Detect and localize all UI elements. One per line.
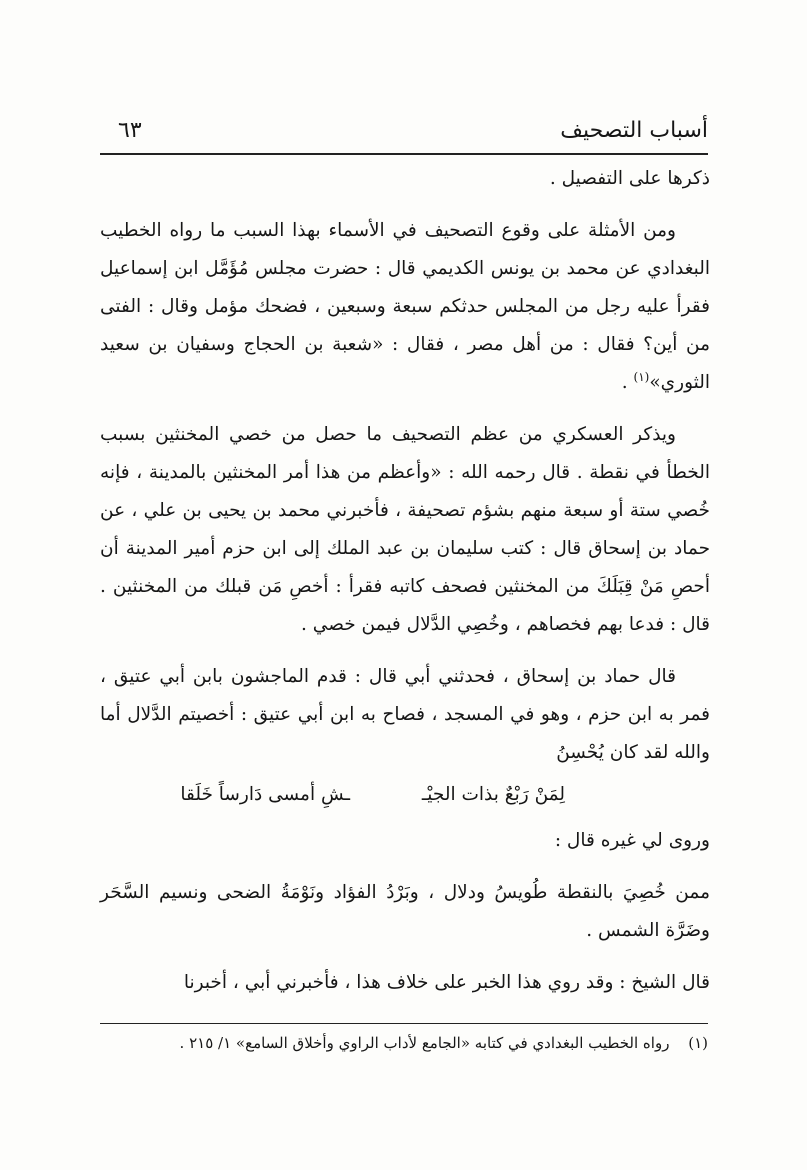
paragraph-3: ويذكر العسكري من عظم التصحيف ما حصل من خصي المخنثين بسبب الخطأ في نقطة . قال رحمه الله : «وأعظم من هذا أمر المخنثين بالمدينة ، فإنه خُصي ستة أو سبعة منهم بشؤم تصحيفة ، فأخبرني محمد بن يحيى بن علي ، عن حماد بن إسحاق قال : كتب سليمان بن عبد الملك إلى ابن حزم أمير المدينة أن أحصِ مَنْ قِبَلَكَ من المخنثين فصحف كاتبه فقرأ : أخصِ مَن قبلك من المخنثين . قال : فدعا بهم فخصاهم ، وخُصِي الدَّلال فيمن خصي . — [100, 424, 710, 635]
footnote — [100, 1030, 708, 1056]
paragraph-2-tail: . — [621, 372, 634, 393]
footnote-number: (١) — [688, 1034, 708, 1052]
footnote-rule — [100, 1023, 708, 1024]
paragraph-5: وروى لي غيره قال : — [554, 830, 710, 851]
paragraph-2 — [100, 212, 710, 402]
header-rule — [100, 153, 708, 155]
page-header — [100, 112, 708, 152]
paragraph-2-text: ومن الأمثلة على وقوع التصحيف في الأسماء بهذا السبب ما رواه الخطيب البغدادي عن محمد بن يونس الكديمي قال : حضرت مجلس مُؤَمَّل ابن إسماعيل فقرأ عليه رجل من المجلس حدثكم سبعة وسبعين ، فضحك مؤمل وقال : الفتى من أين؟ فقال : من أهل مصر ، فقال : «شعبة بن الحجاج وسفيان بن سعيد الثوري» — [100, 220, 710, 393]
verse-hemistich-first: لِمَنْ رَبْعٌ بذات الجيْـ — [421, 784, 565, 805]
page-number: ٦٣ — [118, 118, 142, 143]
footnote-text: رواه الخطيب البغدادي في كتابه «الجامع لأداب الراوي وأخلاق السامع» ١/ ٢١٥ . — [179, 1034, 670, 1052]
paragraph-1: ذكرها على التفصيل . — [549, 168, 710, 189]
paragraph-6: ممن خُصِيَ بالنقطة طُويسُ ودلال ، وبَرْدُ الفؤاد ونَوْمَةُ الضحى ونسيم السَّحَر وضَرَّة الشمس . — [100, 882, 710, 941]
paragraph-4: قال حماد بن إسحاق ، فحدثني أبي قال : قدم الماجشون بابن أبي عتيق ، فمر به ابن حزم ، وهو في المسجد ، فصاح به ابن أبي عتيق : أخصيتم الدَّلال أما والله لقد كان يُحْسِنُ — [100, 666, 710, 763]
poem-verse — [100, 774, 710, 818]
verse-hemistich-second: ـشِ أمسى دَارساً خَلَقا — [180, 784, 350, 805]
main-text — [100, 160, 710, 1002]
running-title: أسباب التصحيف — [560, 118, 708, 143]
footnote-marker: (١) — [633, 369, 650, 384]
paragraph-7: قال الشيخ : وقد روي هذا الخبر على خلاف هذا ، فأخبرني أبي ، أخبرنا — [183, 972, 710, 993]
